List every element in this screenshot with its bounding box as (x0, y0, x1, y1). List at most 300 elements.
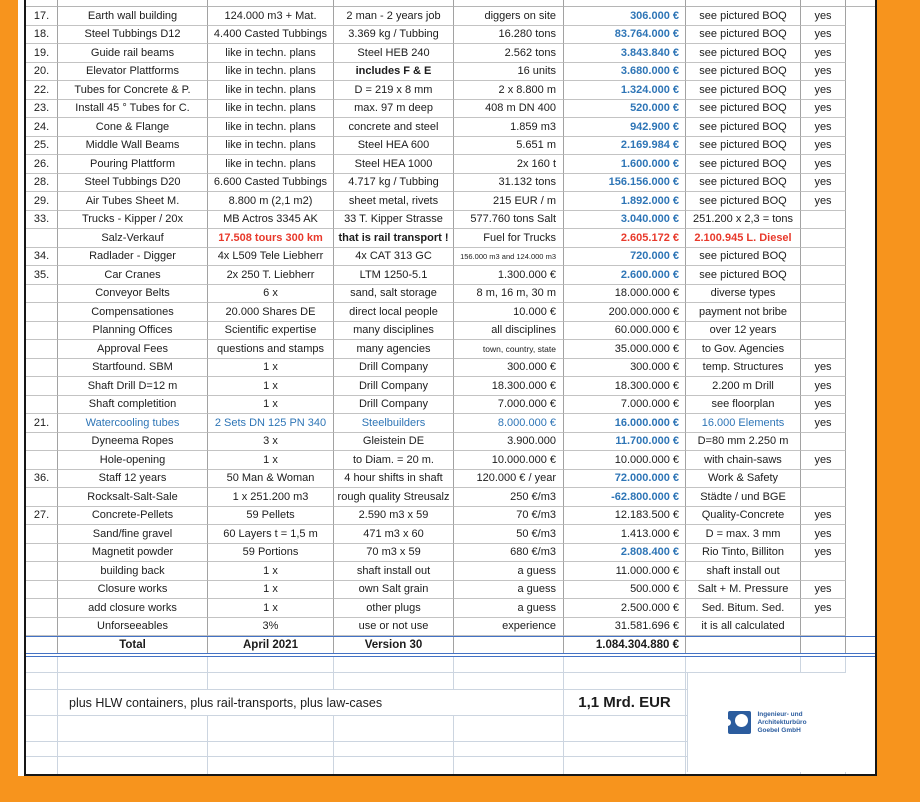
cell-tail (846, 581, 875, 600)
cell-yes (801, 248, 846, 267)
cell-num (26, 359, 58, 378)
cell-amount (454, 716, 564, 742)
cell-item: Trucks - Kipper / 20x (58, 211, 208, 230)
cell-yes (801, 657, 846, 673)
cell-num: 26. (26, 155, 58, 174)
cell-desc: Version 30 (334, 637, 454, 653)
cell-desc: sand, salt storage (334, 285, 454, 304)
cell-tail (846, 137, 875, 156)
cell-yes: yes (801, 44, 846, 63)
cell-amount: 70 €/m3 (454, 507, 564, 526)
cell-amount (454, 657, 564, 673)
cell-price: 156.156.000 € (564, 174, 686, 193)
cell-tail (846, 673, 875, 690)
cell-num: 36. (26, 470, 58, 489)
table-row (26, 414, 875, 433)
cell-yes: yes (801, 544, 846, 563)
table-row (26, 340, 875, 359)
cell-price: 2.605.172 € (564, 229, 686, 248)
cell-note: see pictured BOQ (686, 118, 801, 137)
cell-tail (846, 7, 875, 26)
cell-tail (846, 742, 875, 757)
cell-amount: town, country, state (454, 340, 564, 359)
cell-qty: 1 x 251.200 m3 (208, 488, 334, 507)
cell-yes: yes (801, 451, 846, 470)
cell-desc: D = 219 x 8 mm (334, 81, 454, 100)
cell-note: see pictured BOQ (686, 26, 801, 45)
cell-desc (334, 757, 454, 774)
cell-amount: a guess (454, 599, 564, 618)
cell-item: Middle Wall Beams (58, 137, 208, 156)
cell-tail (846, 248, 875, 267)
cell-num (26, 377, 58, 396)
cell-price: 1.413.000 € (564, 525, 686, 544)
cell-qty: MB Actros 3345 AK (208, 211, 334, 230)
cell-yes: yes (801, 507, 846, 526)
cell-note: 251.200 x 2,3 = tons (686, 211, 801, 230)
cell-yes: yes (801, 118, 846, 137)
cell-amount: 5.651 m (454, 137, 564, 156)
cell-qty: 124.000 m3 + Mat. (208, 7, 334, 26)
cell-item: Install 45 ° Tubes for C. (58, 100, 208, 119)
cell-amount: 156.000 m3 and 124.000 m3 (454, 248, 564, 267)
cell-price: 18.300.000 € (564, 377, 686, 396)
cell-num: 35. (26, 266, 58, 285)
cell-tail (846, 488, 875, 507)
cell-amount: 2x 160 t (454, 155, 564, 174)
cell-yes: yes (801, 100, 846, 119)
cell-yes: yes (801, 26, 846, 45)
cell-price (564, 673, 686, 690)
cell-yes: yes (801, 359, 846, 378)
cell-item: Shaft Drill D=12 m (58, 377, 208, 396)
cell-price: 10.000.000 € (564, 451, 686, 470)
cell-num (26, 396, 58, 415)
cell-note: Städte / und BGE (686, 488, 801, 507)
cell-qty: 59 Portions (208, 544, 334, 563)
table-row (26, 211, 875, 230)
cell-amount: 120.000 € / year (454, 470, 564, 489)
cell-desc: direct local people (334, 303, 454, 322)
cell-note: D=80 mm 2.250 m (686, 433, 801, 452)
table-row (26, 396, 875, 415)
cell-item: Earth wall building (58, 7, 208, 26)
cell-num (26, 0, 58, 7)
cell-amount: 50 €/m3 (454, 525, 564, 544)
cell-amount: 31.132 tons (454, 174, 564, 193)
cell-amount: diggers on site (454, 7, 564, 26)
cell-item: Rocksalt-Salt-Sale (58, 488, 208, 507)
cell-num (26, 544, 58, 563)
cell-tail (846, 155, 875, 174)
cell-note (686, 637, 801, 653)
logo-line-2: Architekturbüro (757, 718, 807, 726)
cell-price: 31.581.696 € (564, 618, 686, 637)
cell-num (26, 303, 58, 322)
cell-tail (846, 192, 875, 211)
cell-qty: questions and stamps (208, 340, 334, 359)
cell-item: Elevator Plattforms (58, 63, 208, 82)
cell-num: 18. (26, 26, 58, 45)
cell-desc: Drill Company (334, 396, 454, 415)
cell-price: 72.000.000 € (564, 470, 686, 489)
cell-amount (454, 757, 564, 774)
cell-note: temp. Structures (686, 359, 801, 378)
cell-num: 22. (26, 81, 58, 100)
cell-amount: 215 EUR / m (454, 192, 564, 211)
cell-note: over 12 years (686, 322, 801, 341)
cell-desc: Steelbuilders (334, 414, 454, 433)
cell-qty: 1 x (208, 599, 334, 618)
table-row (26, 266, 875, 285)
table-row (26, 229, 875, 248)
cell-tail (846, 322, 875, 341)
cell-num (26, 229, 58, 248)
cell-qty: 20.000 Shares DE (208, 303, 334, 322)
table-row (26, 618, 875, 637)
cell-desc: that is rail transport ! (334, 229, 454, 248)
cell-qty (208, 0, 334, 7)
cell-num: 28. (26, 174, 58, 193)
cell-yes (801, 303, 846, 322)
cell-note: see pictured BOQ (686, 155, 801, 174)
cell-desc: 70 m3 x 59 (334, 544, 454, 563)
cell-yes: yes (801, 581, 846, 600)
logo-text (757, 711, 806, 735)
cell-qty: like in techn. plans (208, 81, 334, 100)
cell-note: Salt + M. Pressure (686, 581, 801, 600)
cell-desc: includes F & E (334, 63, 454, 82)
cell-amount: 16.280 tons (454, 26, 564, 45)
table-row (26, 118, 875, 137)
cell-item: Concrete-Pellets (58, 507, 208, 526)
cell-price: 1.324.000 € (564, 81, 686, 100)
cell-price: 720.000 € (564, 248, 686, 267)
cell-item: Salz-Verkauf (58, 229, 208, 248)
cell-yes: yes (801, 63, 846, 82)
cell-desc: 471 m3 x 60 (334, 525, 454, 544)
cell-item: Pouring Plattform (58, 155, 208, 174)
cell-num: 21. (26, 414, 58, 433)
cell-yes: yes (801, 137, 846, 156)
cell-num (26, 673, 58, 690)
cell-desc: Steel HEA 600 (334, 137, 454, 156)
cell-note: with chain-saws (686, 451, 801, 470)
cell-tail (846, 544, 875, 563)
cell-amount (454, 742, 564, 757)
cell-item: Guide rail beams (58, 44, 208, 63)
cell-num: 20. (26, 63, 58, 82)
company-logo (687, 673, 847, 772)
cell-item: Radlader - Digger (58, 248, 208, 267)
cell-tail (846, 507, 875, 526)
cell-qty: 6.600 Casted Tubbings (208, 174, 334, 193)
cell-amount: 680 €/m3 (454, 544, 564, 563)
cell-yes (801, 637, 846, 653)
cell-item (58, 742, 208, 757)
cell-qty: like in techn. plans (208, 137, 334, 156)
cell-tail (846, 525, 875, 544)
cell-note: to Gov. Agencies (686, 340, 801, 359)
cell-num: 23. (26, 100, 58, 119)
cell-tail (846, 618, 875, 637)
cell-note: D = max. 3 mm (686, 525, 801, 544)
table-row (26, 192, 875, 211)
cell-note: Rio Tinto, Billiton (686, 544, 801, 563)
cell-amount: a guess (454, 562, 564, 581)
cell-amount: 7.000.000 € (454, 396, 564, 415)
cell-qty: 6 x (208, 285, 334, 304)
cell-yes (801, 340, 846, 359)
cell-num (26, 525, 58, 544)
cell-item: Car Cranes (58, 266, 208, 285)
cell-tail (846, 118, 875, 137)
cell-desc: shaft install out (334, 562, 454, 581)
cell-yes (801, 433, 846, 452)
table-row (26, 488, 875, 507)
cell-item: Planning Offices (58, 322, 208, 341)
cell-item: Shaft completition (58, 396, 208, 415)
cell-item (58, 716, 208, 742)
cell-qty (208, 673, 334, 690)
cell-price: 11.700.000 € (564, 433, 686, 452)
cell-price: 1.600.000 € (564, 155, 686, 174)
cell-qty: 59 Pellets (208, 507, 334, 526)
cell-num (26, 488, 58, 507)
cell-num: 24. (26, 118, 58, 137)
cell-qty: 17.508 tours 300 km (208, 229, 334, 248)
cell-price (564, 716, 686, 742)
cell-tail (846, 340, 875, 359)
cell-num: 19. (26, 44, 58, 63)
table-row (26, 433, 875, 452)
cell-qty: 8.800 m (2,1 m2) (208, 192, 334, 211)
cell-item (58, 757, 208, 774)
cell-yes (801, 488, 846, 507)
cell-desc (334, 673, 454, 690)
cell-note: 16.000 Elements (686, 414, 801, 433)
cell-price: 942.900 € (564, 118, 686, 137)
cell-num (26, 599, 58, 618)
cell-item: Unforseeables (58, 618, 208, 637)
cell-tail (846, 414, 875, 433)
cell-note: 2.100.945 L. Diesel (686, 229, 801, 248)
cell-yes (801, 229, 846, 248)
cell-amount: 408 m DN 400 (454, 100, 564, 119)
cell-price: 300.000 € (564, 359, 686, 378)
cell-desc: to Diam. = 20 m. (334, 451, 454, 470)
cell-price: 200.000.000 € (564, 303, 686, 322)
cell-yes: yes (801, 81, 846, 100)
cell-note: see pictured BOQ (686, 100, 801, 119)
cell-item: add closure works (58, 599, 208, 618)
cell-desc: Steel HEB 240 (334, 44, 454, 63)
cell-note: Work & Safety (686, 470, 801, 489)
cell-num (26, 637, 58, 653)
cell-num: 27. (26, 507, 58, 526)
cell-yes (801, 0, 846, 7)
cell-item: Magnetit powder (58, 544, 208, 563)
cell-yes (801, 470, 846, 489)
cell-price: 16.000.000 € (564, 414, 686, 433)
cell-price: 2.600.000 € (564, 266, 686, 285)
cell-tail (846, 451, 875, 470)
cell-item: Sand/fine gravel (58, 525, 208, 544)
cell-price: 2.169.984 € (564, 137, 686, 156)
logo-line-3: Goebel GmbH (757, 726, 801, 734)
table-row (26, 26, 875, 45)
cell-desc: concrete and steel (334, 118, 454, 137)
cell-tail (846, 657, 875, 673)
table-row (26, 525, 875, 544)
cell-qty (208, 742, 334, 757)
cell-desc: Gleistein DE (334, 433, 454, 452)
cell-tail (846, 81, 875, 100)
cell-desc: 4 hour shifts in shaft (334, 470, 454, 489)
cell-item: Conveyor Belts (58, 285, 208, 304)
cell-qty: 1 x (208, 451, 334, 470)
cell-amount (454, 0, 564, 7)
cell-desc: Drill Company (334, 359, 454, 378)
cell-amount: 577.760 tons Salt (454, 211, 564, 230)
sheet (18, 0, 877, 776)
cell-yes: yes (801, 599, 846, 618)
cell-yes (801, 266, 846, 285)
cell-amount: all disciplines (454, 322, 564, 341)
cell-tail (846, 174, 875, 193)
cell-qty: 1 x (208, 396, 334, 415)
cell-num (26, 690, 58, 716)
cell-note (686, 0, 801, 7)
cell-qty: 3% (208, 618, 334, 637)
cell-note: payment not bribe (686, 303, 801, 322)
cell-amount (454, 673, 564, 690)
cell-tail (846, 433, 875, 452)
cell-note: see pictured BOQ (686, 266, 801, 285)
cell-qty (208, 716, 334, 742)
cell-price (564, 0, 686, 7)
cell-yes (801, 618, 846, 637)
cell-price: -62.800.000 € (564, 488, 686, 507)
cell-yes: yes (801, 414, 846, 433)
cell-amount: 2.562 tons (454, 44, 564, 63)
cell-num (26, 322, 58, 341)
cost-table (24, 0, 877, 776)
cell-amount: 250 €/m3 (454, 488, 564, 507)
cell-tail (846, 637, 875, 653)
cell-note: see pictured BOQ (686, 81, 801, 100)
cell-qty: April 2021 (208, 637, 334, 653)
cell-tail (846, 690, 875, 716)
cell-amount (454, 637, 564, 653)
goebel-logo-icon (728, 711, 751, 734)
cell-qty: 4x L509 Tele Liebherr (208, 248, 334, 267)
table-row (26, 507, 875, 526)
cell-num: 34. (26, 248, 58, 267)
cell-item: Compensationes (58, 303, 208, 322)
cell-price: 3.040.000 € (564, 211, 686, 230)
cell-amount: Fuel for Trucks (454, 229, 564, 248)
cell-yes (801, 285, 846, 304)
cell-price: 3.843.840 € (564, 44, 686, 63)
cell-amount: 300.000 € (454, 359, 564, 378)
cell-num (26, 562, 58, 581)
cell-num (26, 618, 58, 637)
cell-desc: 4x CAT 313 GC (334, 248, 454, 267)
cell-amount: 10.000 € (454, 303, 564, 322)
cell-desc (334, 0, 454, 7)
table-row (26, 0, 875, 7)
table-row (26, 322, 875, 341)
table-row (26, 248, 875, 267)
cell-desc: 3.369 kg / Tubbing (334, 26, 454, 45)
cell-desc: LTM 1250-5.1 (334, 266, 454, 285)
cell-desc (334, 742, 454, 757)
cell-tail (846, 303, 875, 322)
cell-desc: sheet metal, rivets (334, 192, 454, 211)
cell-desc: many agencies (334, 340, 454, 359)
cell-note: see pictured BOQ (686, 248, 801, 267)
cell-desc (334, 716, 454, 742)
cell-item (58, 0, 208, 7)
cell-yes (801, 211, 846, 230)
table-row (26, 155, 875, 174)
cell-desc: Drill Company (334, 377, 454, 396)
cell-price: 18.000.000 € (564, 285, 686, 304)
cell-tail (846, 599, 875, 618)
cell-price (564, 742, 686, 757)
table-row (26, 137, 875, 156)
cell-desc: own Salt grain (334, 581, 454, 600)
cell-note: it is all calculated (686, 618, 801, 637)
cell-amount: 8 m, 16 m, 30 m (454, 285, 564, 304)
cell-item: Dyneema Ropes (58, 433, 208, 452)
cell-num (26, 657, 58, 673)
cell-yes: yes (801, 525, 846, 544)
cell-desc (334, 657, 454, 673)
table-row (26, 100, 875, 119)
cell-price: 3.680.000 € (564, 63, 686, 82)
cell-qty: 50 Man & Woman (208, 470, 334, 489)
cell-tail (846, 26, 875, 45)
cell-note: diverse types (686, 285, 801, 304)
table-row (26, 174, 875, 193)
cell-item: Hole-opening (58, 451, 208, 470)
cell-item: Tubes for Concrete & P. (58, 81, 208, 100)
cell-price: 83.764.000 € (564, 26, 686, 45)
table-row (26, 377, 875, 396)
cell-num: 29. (26, 192, 58, 211)
cell-amount: 18.300.000 € (454, 377, 564, 396)
cell-qty: 60 Layers t = 1,5 m (208, 525, 334, 544)
cell-amount: 1.300.000 € (454, 266, 564, 285)
cell-tail (846, 211, 875, 230)
table-row (26, 44, 875, 63)
cell-num: 17. (26, 7, 58, 26)
cell-price (564, 657, 686, 673)
cell-amount: 2 x 8.800 m (454, 81, 564, 100)
table-row (26, 303, 875, 322)
cell-tail (846, 100, 875, 119)
cell-qty: like in techn. plans (208, 155, 334, 174)
cell-price (564, 757, 686, 774)
grand-total: 1,1 Mrd. EUR (564, 690, 686, 716)
cell-item: Total (58, 637, 208, 653)
cell-price: 1.084.304.880 € (564, 637, 686, 653)
cell-item (58, 657, 208, 673)
cell-price: 1.892.000 € (564, 192, 686, 211)
cell-qty (208, 757, 334, 774)
